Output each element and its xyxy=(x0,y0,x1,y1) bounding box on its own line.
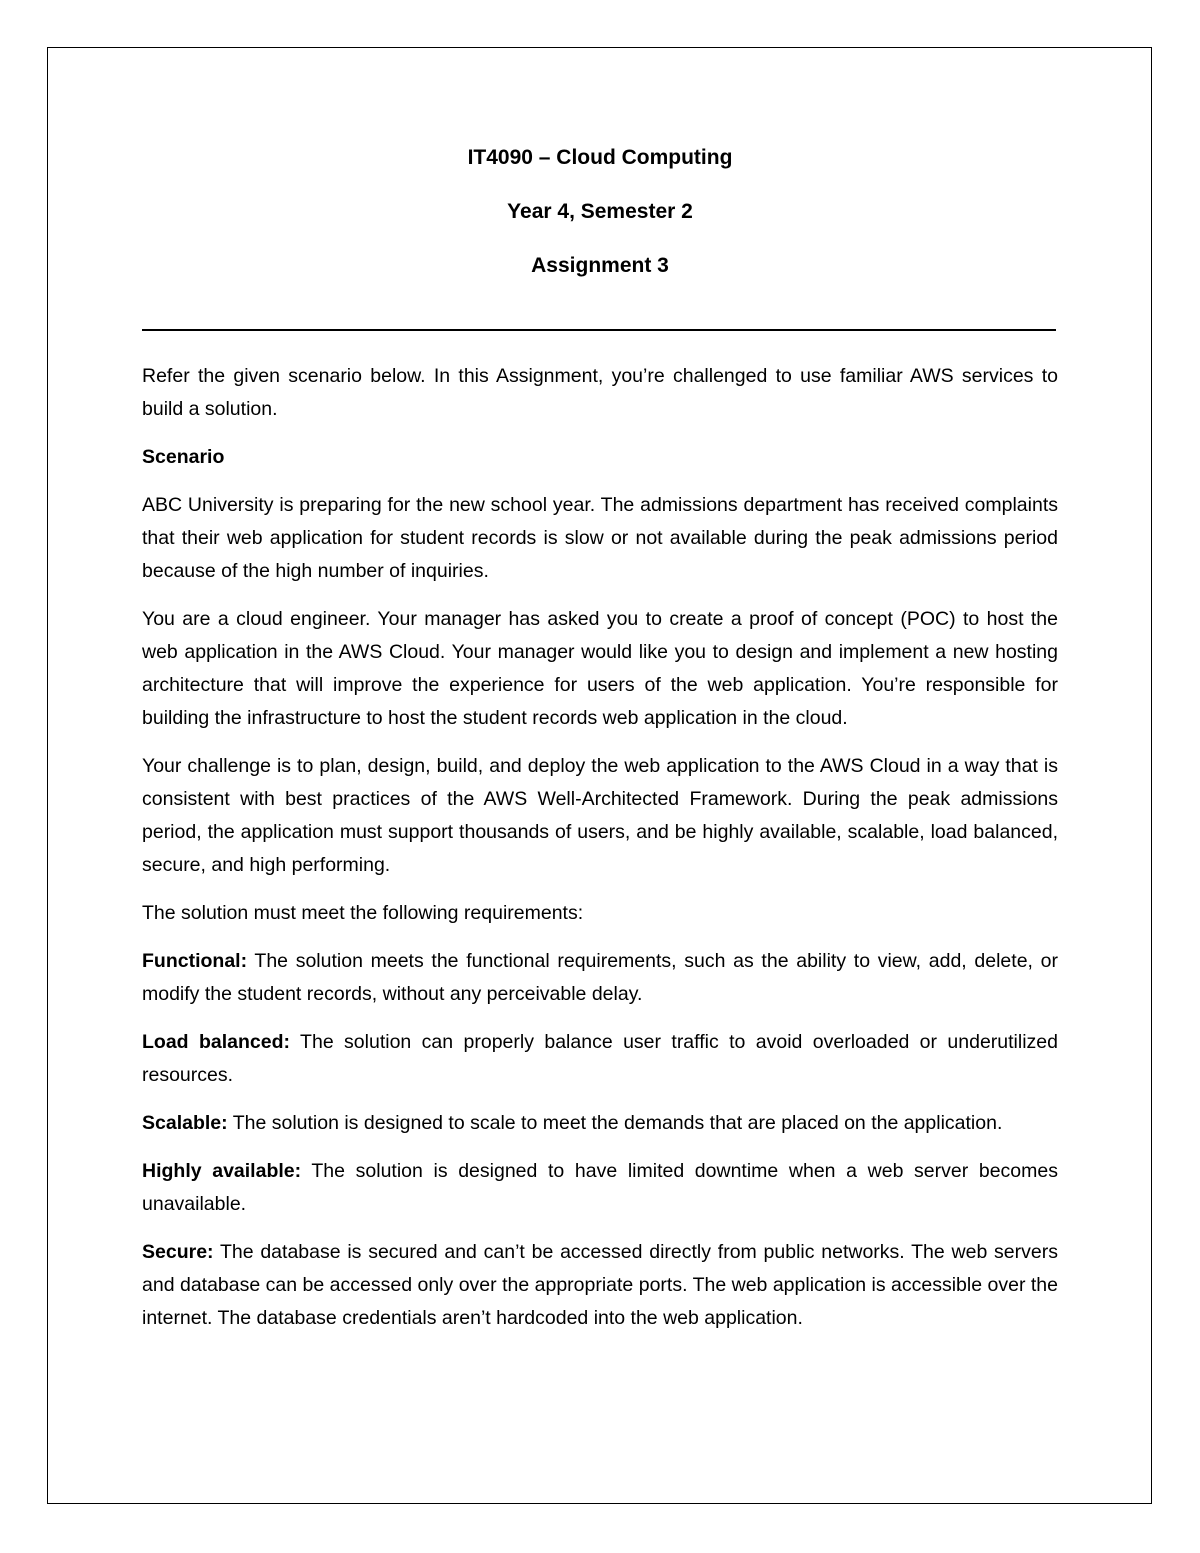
requirement-text: The database is secured and can’t be accessed directly from public networks. The web servers and database can be accessed only over the appropriate ports. The web application is accessible over the internet. The database credentials aren’t hardcoded into the web application. xyxy=(142,1241,1058,1329)
document-body xyxy=(142,360,1058,1350)
course-title: IT4090 – Cloud Computing xyxy=(467,146,733,169)
requirement-label: Highly available: xyxy=(142,1160,302,1182)
requirement-text: The solution is designed to scale to meet the demands that are placed on the application. xyxy=(227,1112,1003,1134)
scenario-paragraph-1: ABC University is preparing for the new school year. The admissions department has received complaints that their web application for student records is slow or not available during the peak admissions period because of the high number of inquiries. xyxy=(142,494,1058,582)
scenario-paragraph-3: Your challenge is to plan, design, build, and deploy the web application to the AWS Cloud in a way that is consistent with best practices of the AWS Well-Architected Framework. During the peak admissions period, the application must support thousands of users, and be highly available, scalable, load balanced, secure, and high performing. xyxy=(142,755,1058,876)
requirement-secure xyxy=(142,1236,1058,1335)
requirement-label: Secure: xyxy=(142,1241,214,1263)
scenario-paragraph-2: You are a cloud engineer. Your manager has asked you to create a proof of concept (POC) to host the web application in the AWS Cloud. Your manager would like you to design and implement a new hosting architecture that will improve the experience for users of the web application. You’re responsible for building the infrastructure to host the student records web application in the cloud. xyxy=(142,608,1058,729)
requirement-functional xyxy=(142,945,1058,1011)
requirement-label: Scalable: xyxy=(142,1112,228,1134)
requirement-highly-available xyxy=(142,1155,1058,1221)
requirement-label: Load balanced: xyxy=(142,1031,291,1053)
intro-paragraph: Refer the given scenario below. In this Assignment, you’re challenged to use familiar AWS services to build a solution. xyxy=(142,365,1058,420)
requirement-text: The solution can properly balance user traffic to avoid overloaded or underutilized resources. xyxy=(142,1031,1058,1086)
header-divider xyxy=(142,329,1056,331)
requirements-intro: The solution must meet the following requirements: xyxy=(142,902,584,924)
year-semester: Year 4, Semester 2 xyxy=(507,200,693,223)
requirement-text: The solution is designed to have limited downtime when a web server becomes unavailable. xyxy=(142,1160,1058,1215)
requirement-scalable xyxy=(142,1107,1058,1140)
requirement-text: The solution meets the functional requirements, such as the ability to view, add, delete, or modify the student records, without any perceivable delay. xyxy=(142,950,1058,1005)
requirement-label: Functional: xyxy=(142,950,248,972)
scenario-heading: Scenario xyxy=(142,446,225,468)
assignment-title: Assignment 3 xyxy=(531,254,669,277)
requirement-load-balanced xyxy=(142,1026,1058,1092)
